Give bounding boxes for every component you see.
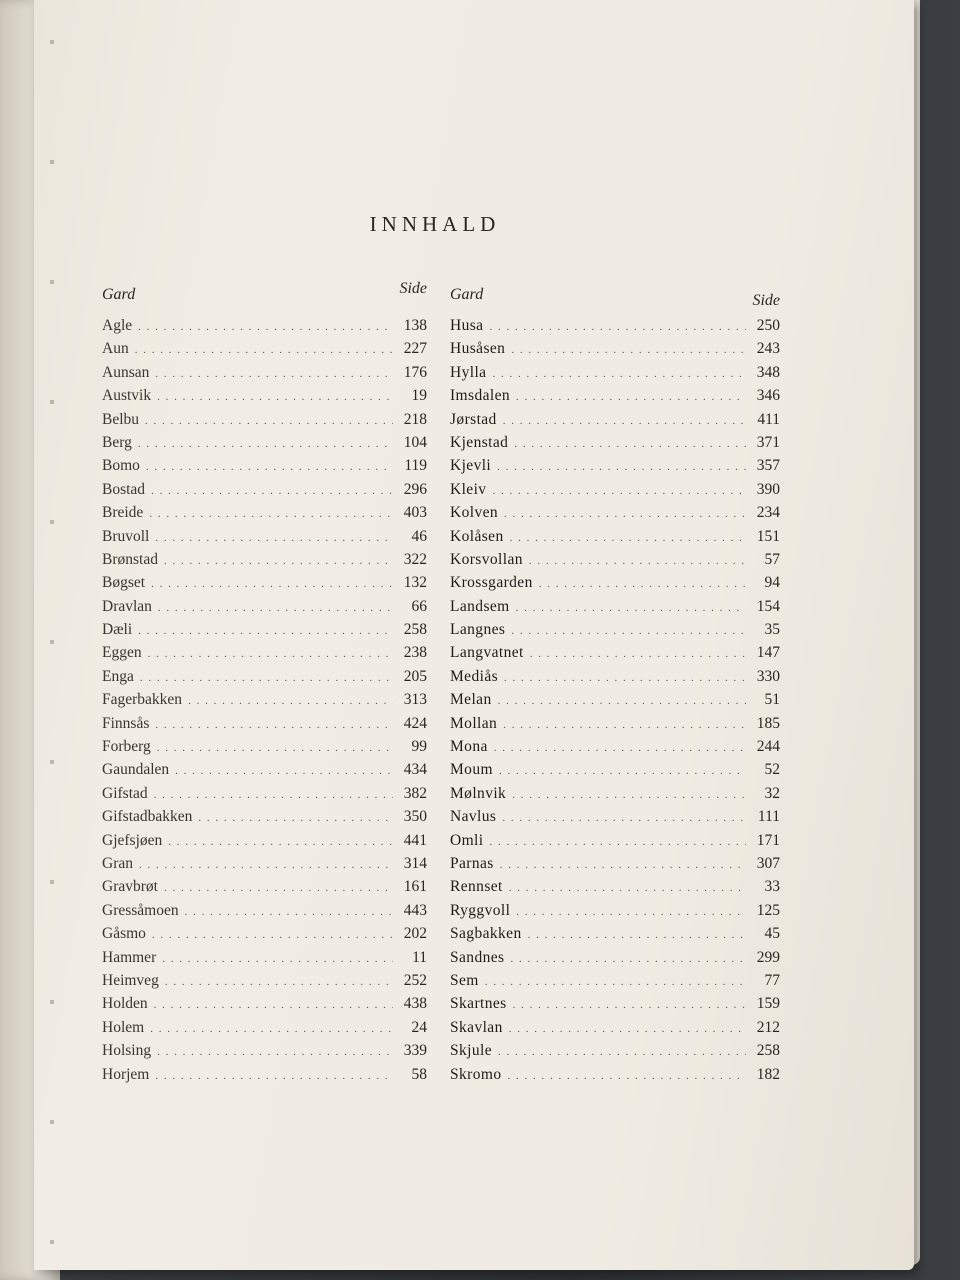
toc-entry (450, 408, 780, 431)
toc-entry (102, 361, 427, 384)
entry-name: Mollan (450, 714, 498, 732)
toc-entry (102, 641, 427, 664)
dot-leader (154, 784, 393, 807)
entry-name: Fagerbakken (102, 691, 183, 709)
dot-leader (150, 1018, 393, 1041)
dot-leader (509, 1018, 746, 1041)
toc-entry (450, 688, 780, 711)
entry-name: Holsing (102, 1042, 152, 1060)
toc-entry (450, 712, 780, 735)
entry-name: Skromo (450, 1065, 502, 1083)
toc-entry (450, 899, 780, 922)
entry-page-number: 424 (403, 714, 427, 732)
dot-leader (516, 901, 746, 924)
binding-thread (50, 0, 54, 1280)
page-title: INNHALD (369, 212, 501, 236)
toc-entry (102, 758, 427, 781)
entry-name: Imsdalen (450, 387, 511, 405)
toc-entry (102, 688, 427, 711)
dot-leader (155, 527, 393, 550)
dot-leader (492, 480, 746, 503)
dot-leader (528, 924, 746, 947)
entry-name: Gjefsjøen (102, 831, 163, 849)
entry-page-number: 313 (403, 691, 427, 709)
entry-name: Hylla (450, 363, 487, 381)
toc-entry (102, 735, 427, 758)
toc-entry (450, 525, 780, 548)
entry-page-number: 185 (756, 714, 780, 732)
toc-entry (102, 454, 427, 477)
entry-name: Bostad (102, 480, 146, 498)
dot-leader (497, 456, 746, 479)
toc-entry (102, 618, 427, 641)
dot-leader (516, 597, 746, 620)
entry-page-number: 77 (764, 971, 780, 989)
toc-entry (450, 852, 780, 875)
dot-leader (149, 503, 393, 526)
entry-page-number: 182 (756, 1065, 780, 1083)
dot-leader (152, 924, 393, 947)
dot-leader (516, 386, 746, 409)
entry-page-number: 171 (756, 831, 780, 849)
entry-page-number: 35 (764, 621, 780, 639)
entry-page-number: 99 (411, 738, 427, 756)
entry-name: Horjem (102, 1065, 150, 1083)
entry-page-number: 212 (756, 1018, 780, 1036)
dot-leader (489, 316, 746, 339)
dot-leader (146, 456, 393, 479)
entry-page-number: 19 (411, 387, 427, 405)
entry-page-number: 32 (764, 784, 780, 802)
entry-name: Korsvollan (450, 550, 523, 568)
toc-list-left (102, 314, 427, 1086)
entry-page-number: 307 (756, 854, 780, 872)
entry-page-number: 250 (756, 317, 780, 334)
entry-page-number: 348 (756, 363, 780, 381)
entry-page-number: 314 (403, 854, 427, 872)
dot-leader (509, 877, 746, 900)
entry-name: Dravlan (102, 597, 152, 615)
entry-name: Bøgset (102, 574, 146, 592)
entry-name: Belbu (102, 410, 140, 428)
entry-name: Holden (102, 995, 148, 1013)
entry-page-number: 132 (403, 574, 427, 592)
toc-entry (450, 501, 780, 524)
entry-page-number: 371 (756, 433, 780, 451)
toc-entry (450, 641, 780, 664)
entry-page-number: 438 (403, 995, 427, 1013)
dot-leader (494, 737, 746, 760)
dot-leader (499, 760, 746, 783)
toc-entry (450, 875, 780, 898)
entry-name: Ryggvoll (450, 901, 511, 919)
toc-entry (450, 782, 780, 805)
entry-name: Enga (102, 667, 134, 685)
entry-page-number: 159 (756, 995, 780, 1013)
entry-name: Melan (450, 691, 492, 709)
toc-entry (450, 1063, 780, 1086)
toc-entry (450, 571, 780, 594)
entry-page-number: 243 (756, 340, 780, 358)
dot-leader (155, 1065, 393, 1088)
dot-leader (512, 784, 746, 807)
dot-leader (500, 854, 746, 877)
dot-leader (485, 971, 746, 994)
dot-leader (138, 620, 393, 643)
dot-leader (157, 1041, 393, 1064)
entry-name: Gåsmo (102, 925, 146, 943)
dot-leader (514, 433, 746, 456)
entry-name: Gaundalen (102, 761, 170, 779)
dot-leader (503, 410, 746, 433)
toc-entry (450, 758, 780, 781)
toc-entry (102, 969, 427, 992)
entry-page-number: 296 (403, 480, 427, 498)
toc-entry (450, 1039, 780, 1062)
entry-name: Breide (102, 504, 144, 522)
toc-entry (102, 829, 427, 852)
column-header (102, 282, 427, 314)
entry-name: Forberg (102, 738, 151, 756)
dot-leader (158, 597, 393, 620)
dot-leader (175, 760, 393, 783)
entry-page-number: 58 (411, 1065, 427, 1083)
dot-leader (148, 643, 393, 666)
toc-entry (450, 454, 780, 477)
toc-column-left (102, 282, 427, 1086)
dot-leader (504, 667, 746, 690)
toc-entry (450, 1016, 780, 1039)
toc-entry (450, 735, 780, 758)
toc-entry (102, 595, 427, 618)
toc-entry (450, 384, 780, 407)
entry-name: Kjenstad (450, 433, 509, 451)
header-gard: Gard (450, 286, 484, 303)
toc-entry (450, 478, 780, 501)
entry-page-number: 154 (756, 597, 780, 615)
entry-name: Heimveg (102, 971, 159, 989)
entry-name: Kleiv (450, 480, 487, 498)
entry-page-number: 350 (403, 808, 427, 826)
entry-name: Aun (102, 340, 129, 358)
entry-page-number: 111 (757, 808, 780, 826)
dot-leader (135, 339, 393, 362)
entry-page-number: 57 (764, 550, 780, 568)
entry-name: Finnsås (102, 714, 150, 732)
dot-leader (510, 948, 746, 971)
toc-entry (450, 595, 780, 618)
dot-leader (498, 1041, 746, 1064)
dot-leader (138, 316, 393, 339)
toc-list-right (450, 314, 780, 1086)
dot-leader (168, 831, 393, 854)
entry-name: Langvatnet (450, 644, 524, 662)
dot-leader (155, 714, 393, 737)
entry-page-number: 46 (411, 527, 427, 545)
dot-leader (511, 620, 746, 643)
toc-entry (450, 969, 780, 992)
dot-leader (157, 737, 393, 760)
dot-leader (155, 363, 393, 386)
entry-name: Skartnes (450, 995, 507, 1013)
entry-page-number: 51 (764, 691, 780, 709)
toc-entry (102, 875, 427, 898)
toc-entry (102, 384, 427, 407)
toc-entry (102, 501, 427, 524)
toc-entry (450, 665, 780, 688)
entry-name: Sandnes (450, 948, 505, 966)
toc-entry (450, 992, 780, 1015)
toc-entry (450, 337, 780, 360)
entry-name: Mona (450, 738, 488, 756)
entry-name: Husa (450, 317, 484, 334)
dot-leader (140, 667, 393, 690)
dot-leader (151, 480, 393, 503)
toc-entry (102, 946, 427, 969)
entry-name: Parnas (450, 854, 494, 872)
toc-entry (102, 431, 427, 454)
entry-page-number: 434 (403, 761, 427, 779)
dot-leader (188, 690, 393, 713)
entry-page-number: 227 (403, 340, 427, 358)
entry-page-number: 258 (403, 621, 427, 639)
toc-entry (102, 1039, 427, 1062)
entry-name: Kolåsen (450, 527, 504, 545)
toc-entry (102, 712, 427, 735)
entry-page-number: 218 (403, 410, 427, 428)
toc-entry (102, 805, 427, 828)
dot-leader (530, 643, 746, 666)
toc-entry (102, 337, 427, 360)
entry-page-number: 234 (756, 504, 780, 522)
entry-page-number: 66 (411, 597, 427, 615)
entry-page-number: 52 (764, 761, 780, 779)
entry-name: Moum (450, 761, 493, 779)
entry-name: Brønstad (102, 550, 158, 568)
entry-page-number: 346 (756, 387, 780, 405)
toc-column-right (450, 282, 780, 1086)
toc-entry (450, 618, 780, 641)
dot-leader (511, 339, 746, 362)
toc-entry (102, 922, 427, 945)
dot-leader (185, 901, 393, 924)
entry-name: Gravbrøt (102, 878, 158, 896)
entry-name: Austvik (102, 387, 152, 405)
entry-name: Agle (102, 317, 133, 334)
entry-page-number: 45 (764, 925, 780, 943)
entry-page-number: 176 (403, 363, 427, 381)
toc-entry (102, 782, 427, 805)
entry-page-number: 252 (403, 971, 427, 989)
dot-leader (504, 503, 746, 526)
entry-page-number: 357 (756, 457, 780, 475)
entry-page-number: 403 (403, 504, 427, 522)
header-side: Side (399, 280, 427, 297)
dot-leader (165, 971, 393, 994)
entry-name: Holem (102, 1018, 145, 1036)
toc-entry (450, 805, 780, 828)
dot-leader (492, 363, 746, 386)
toc-entry (102, 478, 427, 501)
column-header (450, 282, 780, 314)
header-side: Side (752, 292, 780, 309)
toc-entry (102, 571, 427, 594)
dot-leader (145, 410, 393, 433)
entry-name: Skjule (450, 1042, 493, 1060)
entry-page-number: 94 (764, 574, 780, 592)
entry-name: Gran (102, 854, 133, 872)
toc-entry (450, 314, 780, 337)
entry-name: Langnes (450, 621, 506, 639)
entry-name: Rennset (450, 878, 503, 896)
dot-leader (154, 994, 393, 1017)
entry-page-number: 24 (411, 1018, 427, 1036)
entry-name: Bomo (102, 457, 140, 475)
toc-entry (102, 314, 427, 337)
toc-entry (102, 992, 427, 1015)
dot-leader (489, 831, 746, 854)
dot-leader (502, 807, 746, 830)
entry-name: Mølnvik (450, 784, 507, 802)
toc-entry (102, 665, 427, 688)
dot-leader (498, 690, 746, 713)
entry-name: Kjevli (450, 457, 492, 475)
dot-leader (157, 386, 393, 409)
entry-page-number: 299 (756, 948, 780, 966)
entry-page-number: 339 (403, 1042, 427, 1060)
toc-entry (102, 408, 427, 431)
dot-leader (164, 877, 393, 900)
dot-leader (162, 948, 393, 971)
entry-page-number: 258 (756, 1042, 780, 1060)
entry-page-number: 411 (757, 410, 780, 428)
dot-leader (138, 433, 393, 456)
toc-entry (450, 431, 780, 454)
entry-name: Gifstad (102, 784, 148, 802)
entry-page-number: 322 (403, 550, 427, 568)
toc-entry (450, 829, 780, 852)
entry-page-number: 205 (403, 667, 427, 685)
toc-entry (450, 922, 780, 945)
entry-page-number: 390 (756, 480, 780, 498)
toc-entry (102, 852, 427, 875)
entry-name: Sem (450, 971, 479, 989)
dot-leader (539, 573, 746, 596)
dot-leader (151, 573, 393, 596)
header-gard: Gard (102, 286, 136, 303)
entry-page-number: 151 (756, 527, 780, 545)
toc-entry (102, 899, 427, 922)
dot-leader (513, 994, 746, 1017)
toc-entry (102, 525, 427, 548)
toc-entry (102, 548, 427, 571)
entry-page-number: 33 (764, 878, 780, 896)
entry-name: Kolven (450, 504, 499, 522)
entry-name: Jørstad (450, 410, 497, 428)
entry-page-number: 119 (404, 457, 427, 475)
toc-entry (450, 361, 780, 384)
entry-page-number: 238 (403, 644, 427, 662)
entry-name: Bruvoll (102, 527, 150, 545)
entry-page-number: 441 (403, 831, 427, 849)
entry-name: Husåsen (450, 340, 506, 358)
dot-leader (508, 1065, 747, 1088)
toc-entry (102, 1016, 427, 1039)
entry-name: Omli (450, 831, 484, 849)
entry-page-number: 382 (403, 784, 427, 802)
toc-entry (450, 946, 780, 969)
dot-leader (164, 550, 393, 573)
toc-entry (102, 1063, 427, 1086)
dot-leader (198, 807, 393, 830)
dot-leader (529, 550, 746, 573)
entry-name: Mediås (450, 667, 499, 685)
entry-name: Berg (102, 433, 132, 451)
entry-name: Sagbakken (450, 925, 522, 943)
entry-name: Gifstadbakken (102, 808, 193, 826)
entry-page-number: 147 (756, 644, 780, 662)
dot-leader (139, 854, 393, 877)
dot-leader (510, 527, 746, 550)
entry-name: Eggen (102, 644, 142, 662)
entry-page-number: 330 (756, 667, 780, 685)
entry-name: Aunsan (102, 363, 150, 381)
entry-name: Landsem (450, 597, 510, 615)
entry-name: Dæli (102, 621, 133, 639)
entry-page-number: 104 (403, 433, 427, 451)
entry-name: Hammer (102, 948, 157, 966)
entry-page-number: 443 (403, 901, 427, 919)
entry-name: Gressåmoen (102, 901, 179, 919)
entry-page-number: 125 (756, 901, 780, 919)
entry-name: Skavlan (450, 1018, 503, 1036)
entry-page-number: 161 (403, 878, 427, 896)
entry-page-number: 138 (403, 317, 427, 334)
dot-leader (503, 714, 746, 737)
entry-name: Krossgarden (450, 574, 533, 592)
entry-page-number: 244 (756, 738, 780, 756)
toc-entry (450, 548, 780, 571)
entry-name: Navlus (450, 808, 497, 826)
entry-page-number: 11 (412, 948, 427, 966)
entry-page-number: 202 (403, 925, 427, 943)
